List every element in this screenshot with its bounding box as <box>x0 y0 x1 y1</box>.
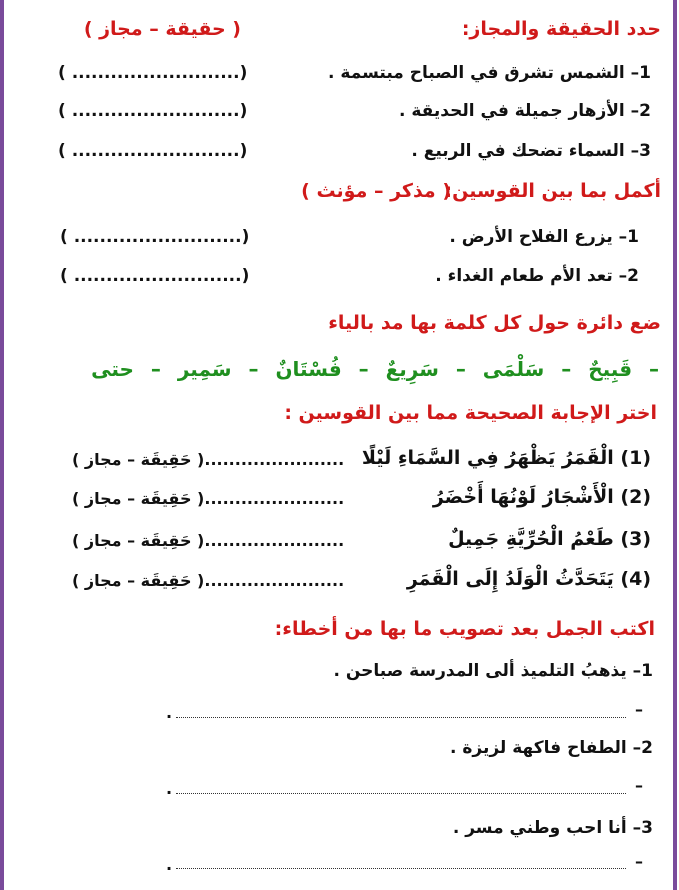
s2-item-2-text: 2– تعد الأم طعام الغداء . <box>435 266 639 286</box>
s4-item-4-blank[interactable]: .......................( حَقِيقَة – مجاز ) <box>72 571 345 590</box>
s1-item-2-text: 2– الأزهار جميلة في الحديقة . <box>398 101 651 121</box>
section4-title: اختر الإجابة الصحيحة مما بين القوسين : <box>284 402 657 424</box>
page-border-right <box>673 0 677 890</box>
s1-item-3-text: 3– السماء تضحك في الربيع . <box>411 141 651 161</box>
section5-title: اكتب الجمل بعد تصويب ما بها من أخطاء: <box>274 618 655 640</box>
page-border-left <box>0 0 4 890</box>
section1-title-text: حدد الحقيقة والمجاز: <box>461 18 661 40</box>
section2-title: أكمل بما بين القوسين: <box>444 180 661 202</box>
s1-item-1-blank[interactable]: (.......................... ) <box>58 63 248 83</box>
s5-item-2-text: 2– الطفاح فاكهة لزيزة . <box>449 738 653 758</box>
s4-item-3-blank[interactable]: .......................( حَقِيقَة – مجاز ) <box>72 531 345 550</box>
s1-item-2-blank[interactable]: (.......................... ) <box>58 101 248 121</box>
s5-item-3-answer-line[interactable] <box>176 868 626 869</box>
s5-item-1-text: 1– يذهبُ التلميذ ألى المدرسة صباحن . <box>333 661 653 681</box>
s5-item-2-dot: . <box>166 779 173 798</box>
s1-item-1-text: 1– الشمس تشرق في الصباح مبتسمة . <box>328 63 651 83</box>
s2-item-1-text: 1– يزرع الفلاح الأرض . <box>449 227 639 247</box>
s5-item-3-dash: – <box>635 852 643 871</box>
s2-item-1-blank[interactable]: (.......................... ) <box>60 227 250 247</box>
s5-item-1-dash: – <box>635 700 643 719</box>
s5-item-1-answer-line[interactable] <box>176 717 626 718</box>
s5-item-2-answer-line[interactable] <box>176 793 626 794</box>
section1-options: ( حقيقة – مجاز ) <box>83 18 241 40</box>
s5-item-2-dash: – <box>635 776 643 795</box>
s4-item-1-blank[interactable]: .......................( حَقِيقَة – مجاز ) <box>72 450 345 469</box>
s4-item-4-text: (4) يَتَحَدَّثُ الْوَلَدُ إِلَى الْقَمَرِ <box>406 568 651 590</box>
s5-item-3-text: 3– أنا احب وطني مسر . <box>452 818 653 838</box>
s4-item-2-blank[interactable]: .......................( حَقِيقَة – مجاز ) <box>72 489 345 508</box>
section3-title: ضع دائرة حول كل كلمة بها مد بالياء <box>328 312 661 334</box>
s5-item-3-dot: . <box>166 855 173 874</box>
section1-title <box>462 18 661 40</box>
section3-words[interactable]: – قَبِيحٌ – سَلْمَى – سَرِيعٌ – فُسْتَانٌ – سَمِير – حتى <box>91 357 659 381</box>
section2-options: ( مذكر – مؤنث ) <box>301 180 451 202</box>
s1-item-3-blank[interactable]: (.......................... ) <box>58 141 248 161</box>
s4-item-1-text: (1) الْقَمَرُ يَظْهَرُ فِي السَّمَاءِ لَيْلًا <box>361 447 651 469</box>
s4-item-2-text: (2) الْأَشْجَارُ لَوْنُهَا أَخْضَرُ <box>432 486 651 508</box>
s4-item-3-text: (3) طَعْمُ الْحُرِّيَّةِ جَمِيلٌ <box>448 528 651 550</box>
s2-item-2-blank[interactable]: (.......................... ) <box>60 266 250 286</box>
s5-item-1-dot: . <box>166 703 173 722</box>
